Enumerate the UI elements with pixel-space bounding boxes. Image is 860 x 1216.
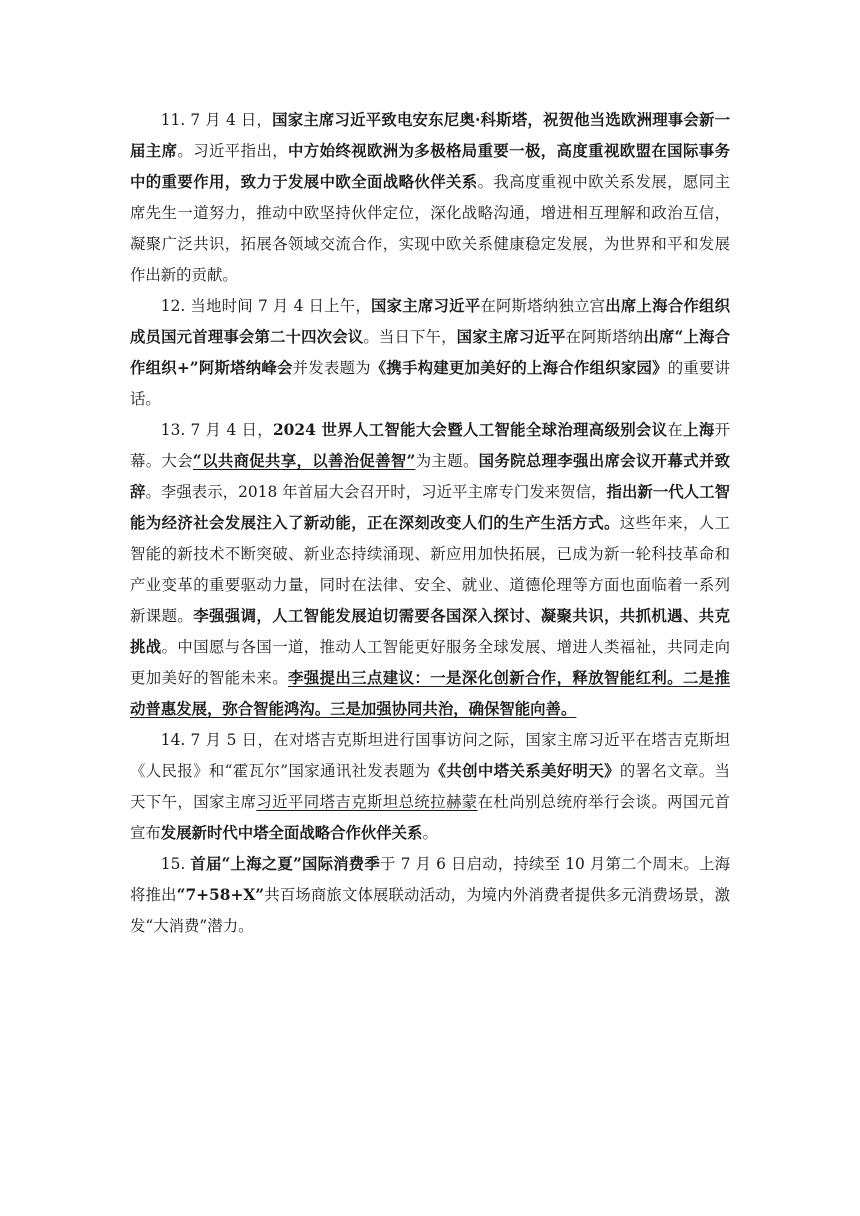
text-segment: “以共商促共享，以善治促善智”: [192, 452, 416, 470]
text-segment: 出席“上海合作组织+”阿斯塔纳峰会: [130, 328, 730, 377]
text-segment: 开幕。大会: [130, 421, 730, 470]
text-segment: 。: [422, 824, 438, 842]
text-segment: 15.: [160, 855, 191, 873]
text-segment: 的署名文章。当天下午，国家主席: [130, 762, 730, 811]
text-segment: 出席上海合作组织成员国元首理事会第二十四次会议: [130, 297, 730, 346]
text-segment: 国家主席习近平: [456, 328, 566, 346]
news-item-12: [130, 291, 730, 415]
text-segment: 指出新一代人工智能为经济社会发展注入了新动能，正在深刻改变人们的生产生活方式。: [130, 483, 730, 532]
text-segment: 11. 7 月 4 日，: [160, 111, 273, 129]
text-segment: 发展新时代中塔全面战略合作伙伴关系: [160, 824, 423, 842]
text-segment: 首届“上海之夏”国际消费季: [190, 855, 380, 873]
document-body: [130, 105, 730, 942]
text-segment: 李强提出三点建议：一是深化创新合作，释放智能红利。二是推动普惠发展，弥合智能鸿沟。三是加强协同共治，确保智能向善。: [130, 669, 730, 718]
text-segment: 共百场商旅文体展联动活动，为境内外消费者提供多元消费场景，激发“大消费”潜力。: [130, 886, 730, 935]
text-segment: 《携手构建更加美好的上海合作组织家园》: [370, 359, 668, 377]
text-segment: 《共创中塔关系美好明天》: [430, 762, 620, 780]
text-segment: 在阿斯塔纳独立宫: [480, 297, 606, 315]
news-item-11: [130, 105, 730, 291]
text-segment: 国家主席习近平: [371, 297, 481, 315]
text-segment: 于 7 月 6 日启动，持续至 10 月第二个周末。上海将推出: [130, 855, 730, 904]
news-item-13: [130, 415, 730, 725]
text-segment: 。中国愿与各国一道，推动人工智能更好服务全球发展、增进人类福祉，共同走向更加美好的智能未来。: [130, 638, 730, 687]
text-segment: 上海: [683, 421, 715, 439]
text-segment: 在: [667, 421, 684, 439]
text-segment: 为主题。: [415, 452, 479, 470]
text-segment: 。习近平指出，: [177, 142, 288, 160]
text-segment: 。我高度重视中欧关系发展，愿同主席先生一道努力，推动中欧坚持伙伴定位，深化战略沟通，增进相互理解和政治互信，凝聚广泛共识，拓展各领域交流合作，实现中欧关系健康稳定发展，为世界和平和发展作出新的贡献。: [130, 173, 730, 284]
text-segment: 国务院总理李强出席会议开幕式并致辞: [130, 452, 730, 501]
text-segment: 。当日下午，: [363, 328, 457, 346]
text-segment: 的重要讲话。: [130, 359, 730, 408]
text-segment: 李强强调，人工智能发展迫切需要各国深入探讨、凝聚共识，共抓机遇、共克挑战: [130, 607, 730, 656]
text-segment: 在阿斯塔纳: [565, 328, 644, 346]
text-segment: 。李强表示，2018 年首届大会召开时，习近平主席专门发来贺信，: [145, 483, 607, 501]
text-segment: 国家主席习近平致电安东尼奥·科斯塔，祝贺他当选欧洲理事会新一届主席: [130, 111, 731, 160]
text-segment: “7+58+X”: [176, 886, 265, 904]
text-segment: 14. 7 月 5 日，在对塔吉克斯坦进行国事访问之际，国家主席习近平在塔吉克斯坦《人民报》和“霍瓦尔”国家通讯社发表题为: [130, 731, 730, 780]
news-item-14: [130, 725, 730, 849]
news-item-15: [130, 849, 730, 942]
text-segment: 习近平同塔吉克斯坦总统拉赫蒙: [256, 793, 478, 811]
text-segment: 这些年来，人工智能的新技术不断突破、新业态持续涌现、新应用加快拓展，已成为新一轮科技革命和产业变革的重要驱动力量，同时在法律、安全、就业、道德伦理等方面也面临着一系列新课题。: [130, 514, 730, 625]
text-segment: 13. 7 月 4 日，: [160, 421, 273, 439]
text-segment: 并发表题为: [292, 359, 371, 377]
text-segment: 在杜尚别总统府举行会谈。两国元首宣布: [130, 793, 730, 842]
text-segment: 12. 当地时间 7 月 4 日上午，: [160, 297, 371, 315]
text-segment: 2024 世界人工智能大会暨人工智能全球治理高级别会议: [272, 421, 668, 439]
text-segment: 中方始终视欧洲为多极格局重要一极，高度重视欧盟在国际事务中的重要作用，致力于发展中欧全面战略伙伴关系: [130, 142, 730, 191]
